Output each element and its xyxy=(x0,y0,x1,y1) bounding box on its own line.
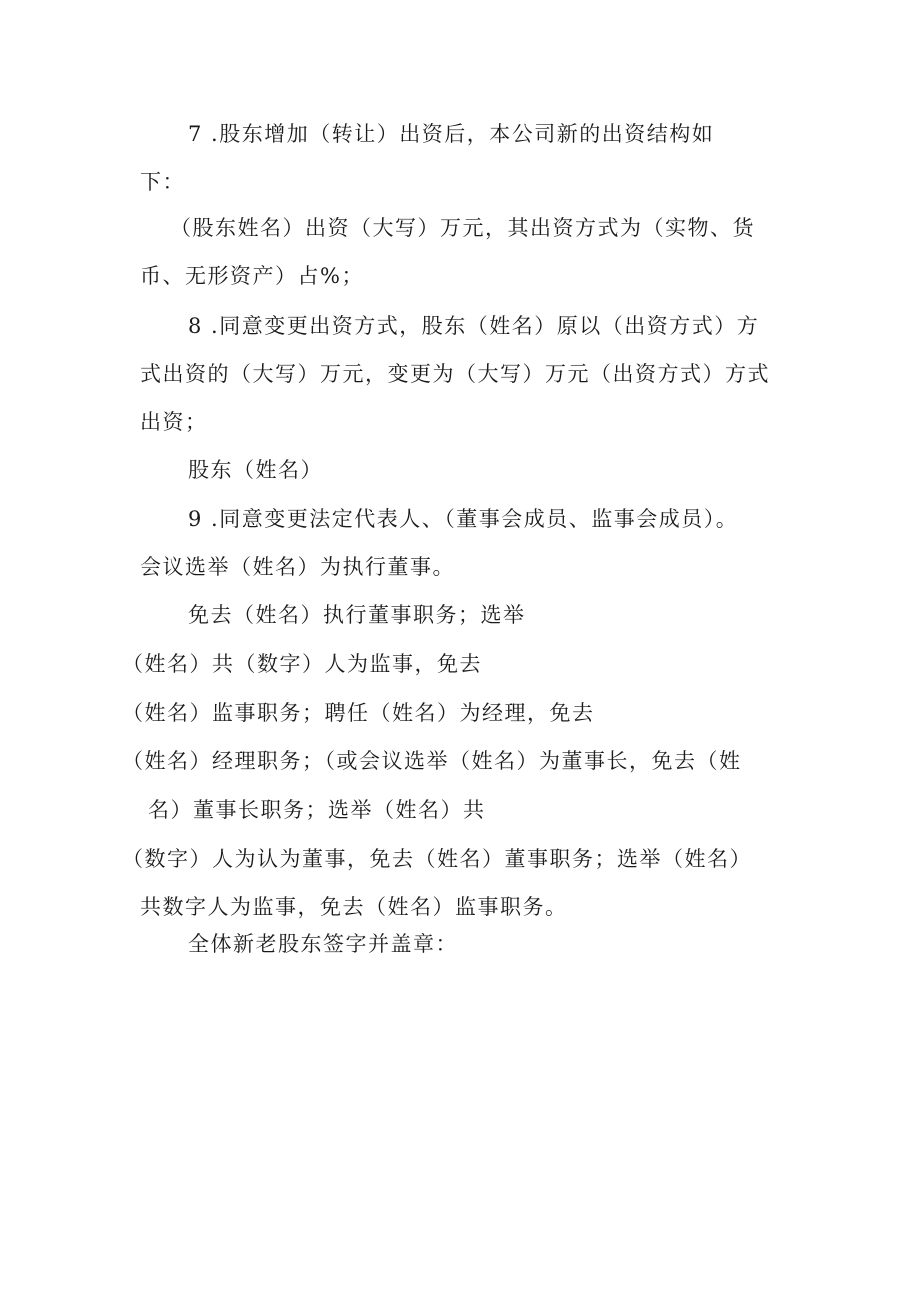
paragraph-line: （股东姓名）出资（大写）万元，其出资方式为（实物、货 xyxy=(170,216,755,240)
paragraph-line: 免去（姓名）执行董事职务；选举 xyxy=(188,603,526,627)
paragraph-line: 8 .同意变更出资方式，股东（姓名）原以（出资方式）方 xyxy=(188,314,760,338)
paragraph-line: （数字）人为认为董事，免去（姓名）董事职务；选举（姓名） xyxy=(122,847,752,871)
paragraph-line: 出资； xyxy=(140,410,208,434)
paragraph-line: （姓名）经理职务；（或会议选举（姓名）为董事长，免去（姓 xyxy=(122,749,742,773)
paragraph-line: 名）董事长职务；选举（姓名）共 xyxy=(148,798,486,822)
paragraph-line: （姓名）监事职务；聘任（姓名）为经理，免去 xyxy=(122,701,595,725)
paragraph-line: 下： xyxy=(140,170,185,194)
paragraph-line: 9 .同意变更法定代表人、（董事会成员、监事会成员）。 xyxy=(188,507,739,531)
paragraph-line: 7 .股东增加（转让）出资后，本公司新的出资结构如 xyxy=(188,122,715,146)
paragraph-line: 币、无形资产）占%； xyxy=(140,264,364,288)
paragraph-line: 式出资的（大写）万元，变更为（大写）万元（出资方式）方式 xyxy=(140,362,770,386)
paragraph-line: 会议选举（姓名）为执行董事。 xyxy=(140,555,455,579)
paragraph-line: （姓名）共（数字）人为监事，免去 xyxy=(122,652,482,676)
paragraph-line: 全体新老股东签字并盖章： xyxy=(188,932,458,956)
paragraph-line: 股东（姓名） xyxy=(188,458,323,482)
paragraph-line: 共数字人为监事，免去（姓名）监事职务。 xyxy=(140,895,568,919)
